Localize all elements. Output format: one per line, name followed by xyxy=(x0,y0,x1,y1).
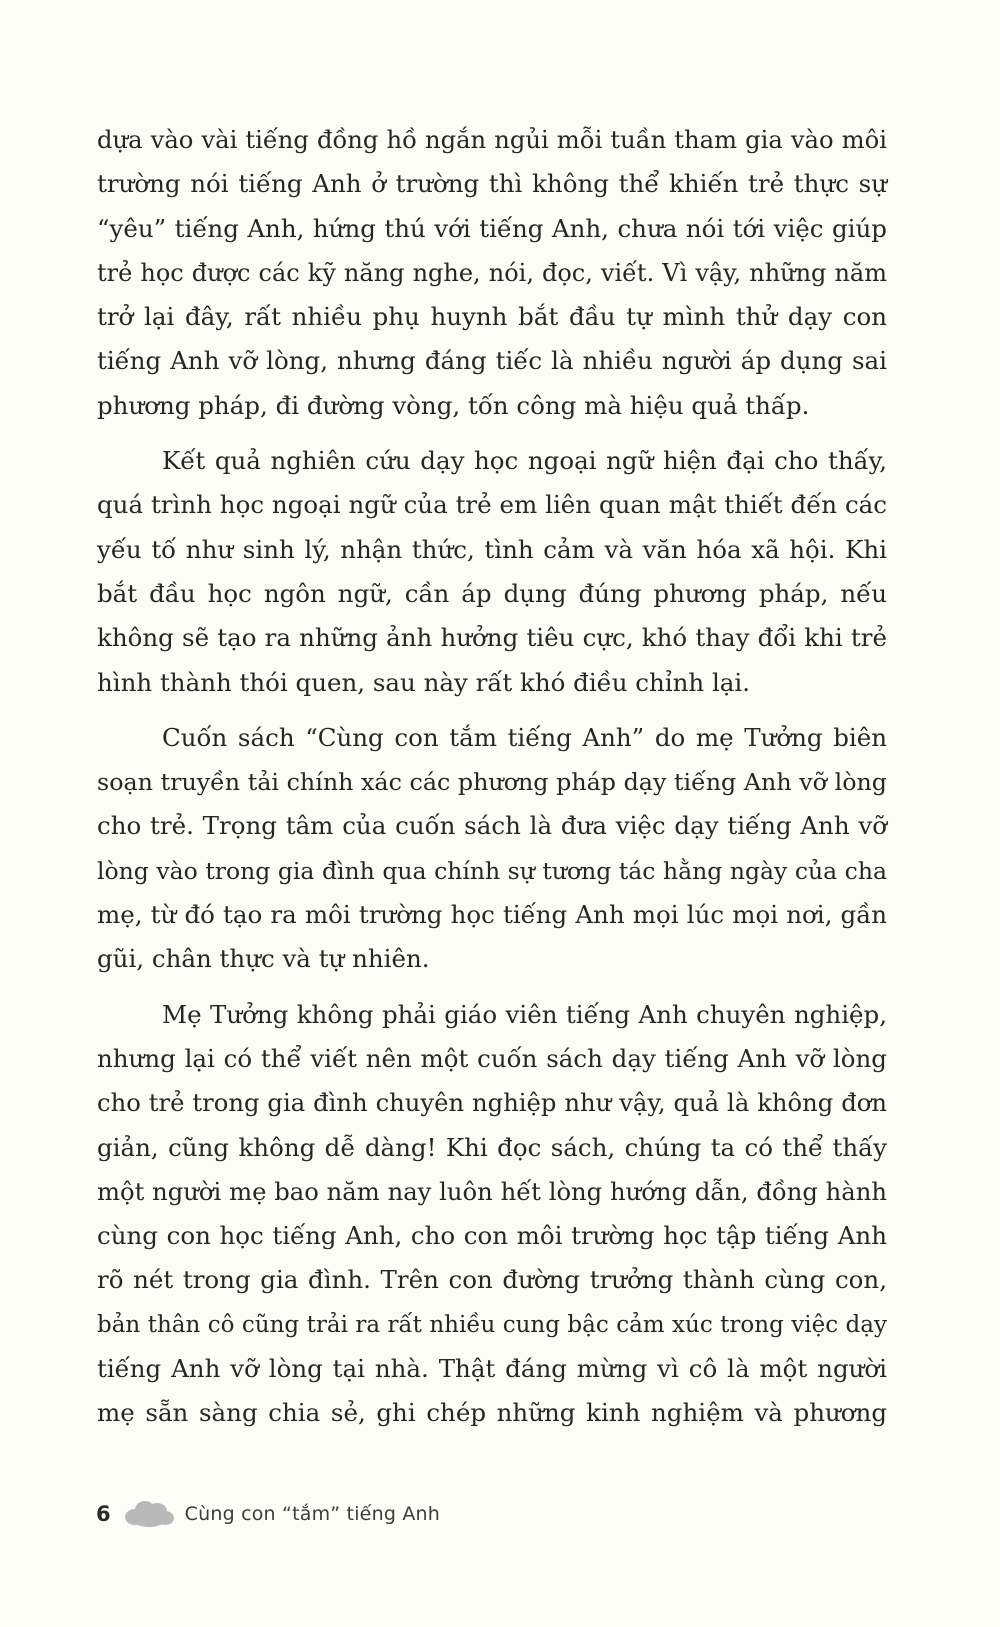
text-line: cho trẻ. Trọng tâm của cuốn sách là đưa việc dạy tiếng Anh vỡ xyxy=(97,811,887,841)
page-number: 6 xyxy=(96,1502,111,1526)
text-line: nhưng lại có thể viết nên một cuốn sách dạy tiếng Anh vỡ lòng xyxy=(97,1043,887,1073)
text-line: mẹ, từ đó tạo ra môi trường học tiếng Anh mọi lúc mọi nơi, gần xyxy=(97,900,887,930)
text-line: yếu tố như sinh lý, nhận thức, tình cảm và văn hóa xã hội. Khi xyxy=(97,534,887,564)
paragraph-gap xyxy=(97,428,887,439)
text-line: rõ nét trong gia đình. Trên con đường trưởng thành cùng con, xyxy=(97,1265,887,1295)
paragraph xyxy=(97,993,887,1436)
text-line: hình thành thói quen, sau này rất khó điều chỉnh lại. xyxy=(97,667,751,697)
text-line: Cuốn sách “Cùng con tắm tiếng Anh” do mẹ Tưởng biên xyxy=(162,722,887,752)
text-line: dựa vào vài tiếng đồng hồ ngắn ngủi mỗi tuần tham gia vào môi xyxy=(97,125,887,154)
text-line: giản, cũng không dễ dàng! Khi đọc sách, chúng ta có thể thấy xyxy=(97,1132,887,1162)
text-line: mẹ sẵn sàng chia sẻ, ghi chép những kinh nghiệm và phương xyxy=(97,1398,887,1428)
text-line: “yêu” tiếng Anh, hứng thú với tiếng Anh, chưa nói tới việc giúp xyxy=(97,213,887,243)
text-line: tiếng Anh vỡ lòng, nhưng đáng tiếc là nhiều người áp dụng sai xyxy=(97,346,887,376)
page-footer xyxy=(96,1494,440,1534)
paragraph xyxy=(97,716,887,982)
text-line: bắt đầu học ngôn ngữ, cần áp dụng đúng phương pháp, nếu xyxy=(97,578,887,608)
cloud-icon xyxy=(123,1499,175,1529)
paragraph-gap xyxy=(97,982,887,993)
text-line: phương pháp, đi đường vòng, tốn công mà hiệu quả thấp. xyxy=(97,390,810,420)
text-line: cho trẻ trong gia đình chuyên nghiệp như vậy, quả là không đơn xyxy=(97,1088,887,1118)
text-line: cùng con học tiếng Anh, cho con môi trường học tập tiếng Anh xyxy=(97,1221,887,1251)
text-line: soạn truyền tải chính xác các phương pháp dạy tiếng Anh vỡ lòng xyxy=(97,768,887,797)
paragraph xyxy=(97,439,887,705)
text-line: trường nói tiếng Anh ở trường thì không thể khiến trẻ thực sự xyxy=(97,169,887,199)
text-line: bản thân cô cũng trải ra rất nhiều cung bậc cảm xúc trong việc dạy xyxy=(97,1311,887,1338)
text-line: Kết quả nghiên cứu dạy học ngoại ngữ hiện đại cho thấy, xyxy=(162,446,887,476)
paragraph xyxy=(97,118,887,428)
text-line: quá trình học ngoại ngữ của trẻ em liên quan mật thiết đến các xyxy=(97,490,887,520)
body-text xyxy=(97,118,887,1436)
text-line: lòng vào trong gia đình qua chính sự tương tác hằng ngày của cha xyxy=(97,856,887,885)
text-line: Mẹ Tưởng không phải giáo viên tiếng Anh chuyên nghiệp, xyxy=(162,999,887,1029)
book-title: Cùng con “tắm” tiếng Anh xyxy=(184,1503,440,1525)
text-line: không sẽ tạo ra những ảnh hưởng tiêu cực, khó thay đổi khi trẻ xyxy=(97,623,887,653)
text-line: gũi, chân thực và tự nhiên. xyxy=(97,944,430,974)
text-line: tiếng Anh vỡ lòng tại nhà. Thật đáng mừng vì cô là một người xyxy=(97,1354,887,1384)
text-line: trở lại đây, rất nhiều phụ huynh bắt đầu tự mình thử dạy con xyxy=(97,302,887,332)
text-line: một người mẹ bao năm nay luôn hết lòng hướng dẫn, đồng hành xyxy=(97,1176,887,1206)
paragraph-gap xyxy=(97,705,887,716)
text-line: trẻ học được các kỹ năng nghe, nói, đọc, viết. Vì vậy, những năm xyxy=(97,258,887,287)
